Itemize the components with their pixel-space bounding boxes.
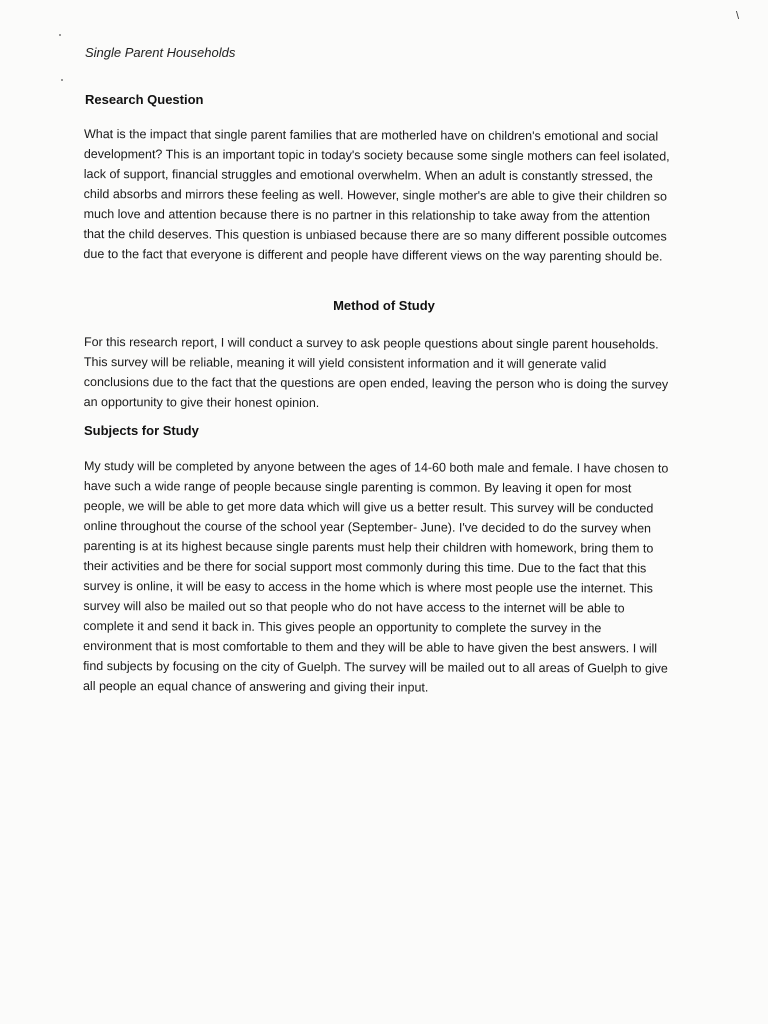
scan-speck: [59, 34, 61, 36]
heading-subjects-for-study: Subjects for Study: [84, 423, 199, 438]
paragraph-method-of-study: For this research report, I will conduct a survey to ask people questions about single parent households. This survey will be reliable, meaning it will yield consistent information and it will generate valid conclusions due to the fact that the questions are open ended, leaving the person who is doing the survey an opportunity to give their honest opinion.: [83, 334, 669, 411]
paragraph-subjects-for-study: My study will be completed by anyone between the ages of 14-60 both male and female. I have chosen to have such a wide range of people because single parenting is common. By leaving it open for most people, we will be able to get more data which will give us a better result. This survey will be conducted online throughout the course of the school year (September- June). I've decided to do the survey when parenting is at its highest because single parents must help their children with homework, bring them to their activities and be there for social support most commonly during this time. Due to the fact that this survey is online, it will be easy to access in the home which is where most people use the internet. This survey will also be mailed out so that people who do not have access to the internet will be able to complete it and send it back in. This gives people an opportunity to complete the survey in the environment that is most comfortable to them and they will be able to have given the best answers. I will find subjects by focusing on the city of Guelph. The survey will be mailed out to all areas of Guelph to give all people an equal chance of answering and giving their input.: [82, 458, 669, 695]
page-number: \: [736, 10, 740, 22]
heading-research-question: Research Question: [85, 92, 204, 107]
heading-method-of-study: Method of Study: [333, 298, 435, 313]
scan-speck: [61, 79, 63, 81]
running-head: Single Parent Households: [85, 45, 236, 60]
paragraph-research-question: What is the impact that single parent families that are motherled have on children's emotional and social development? This is an important topic in today's society because some single mothers can feel isolated, lack of support, financial struggles and emotional overwhelm. When an adult is constantly stressed, the child absorbs and mirrors these feeling as well. However, single mother's are able to give their children so much love and attention because there is no partner in this relationship to take away from the attention that the child deserves. This question is unbiased because there are so many different possible outcomes due to the fact that everyone is different and people have different views on the way parenting should be.: [83, 126, 670, 264]
